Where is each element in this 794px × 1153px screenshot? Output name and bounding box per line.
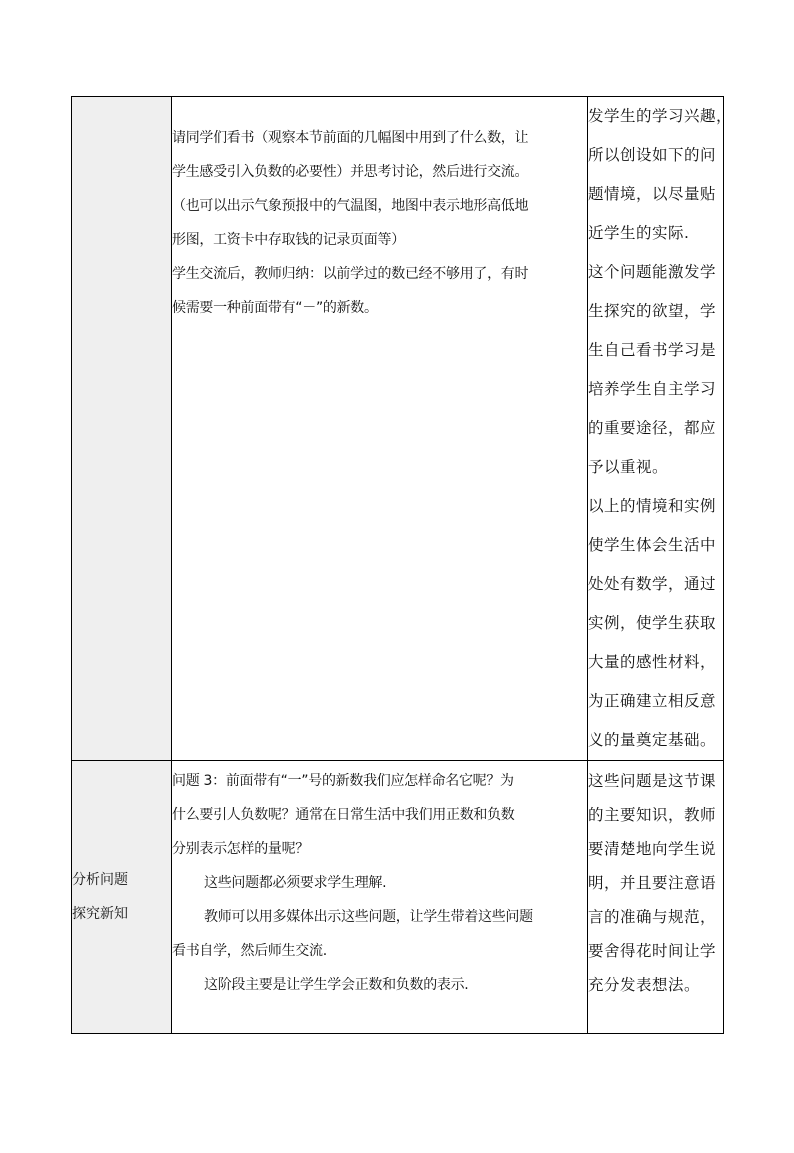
stage-label-cell [72, 761, 172, 1034]
text-line: 发学生的学习兴趣， [588, 107, 733, 125]
text-line: 学生感受引入负数的必要性）并思考讨论，然后进行交流。 [172, 164, 529, 180]
text-line: 形图，工资卡中存取钱的记录页面等） [172, 232, 405, 248]
text-line: 教师可以用多媒体出示这些问题，让学生带着这些问题 [204, 909, 533, 925]
text-line: 分析问题 [72, 872, 128, 888]
text-line: 探究新知 [72, 906, 128, 922]
table-row [72, 97, 724, 761]
lesson-plan-table [71, 96, 733, 1034]
text-line: 大量的感性材料， [588, 653, 717, 671]
stage-label [72, 863, 171, 931]
design-note-text [588, 761, 723, 1002]
text-line: 处处有数学，通过 [588, 575, 717, 593]
text-line: 这些问题是这节课 [588, 772, 717, 790]
text-line: 生自己看书学习是 [588, 341, 717, 359]
text-line: 题情境，以尽量贴 [588, 185, 717, 203]
text-line: （也可以出示气象预报中的气温图，地图中表示地形高低地 [172, 198, 529, 214]
text-line: 予以重视。 [588, 458, 669, 476]
text-line: 要舍得花时间让学 [588, 942, 717, 960]
text-line: 充分发表想法。 [588, 976, 701, 994]
text-line: 看书自学，然后师生交流. [172, 943, 327, 959]
table-row [72, 761, 724, 1034]
activity-text [172, 97, 587, 325]
text-line: 义的量奠定基础。 [588, 731, 717, 749]
text-line: 这些问题都必须要求学生理解. [204, 875, 387, 891]
text-line: 问题 3：前面带有“一”号的新数我们应怎样命名它呢？为 [172, 773, 514, 789]
text-line: 使学生体会生活中 [588, 536, 717, 554]
activity-cell [172, 97, 588, 761]
stage-label-cell [72, 97, 172, 761]
text-line: 言的准确与规范， [588, 908, 717, 926]
text-line: 明，并且要注意语 [588, 874, 717, 892]
text-line: 培养学生自主学习 [588, 380, 717, 398]
activity-cell [172, 761, 588, 1034]
text-line: 要清楚地向学生说 [588, 840, 717, 858]
text-line: 以上的情境和实例 [588, 497, 717, 515]
text-line: 的主要知识，教师 [588, 806, 717, 824]
design-note-cell [588, 97, 733, 761]
text-line: 分别表示怎样的量呢？ [172, 841, 309, 857]
text-line: 实例，使学生获取 [588, 614, 717, 632]
text-line: 请同学们看书（观察本节前面的几幅图中用到了什么数，让 [172, 130, 529, 146]
text-line: 候需要一种前面带有“－”的新数。 [172, 300, 378, 316]
design-note-cell [588, 761, 724, 1034]
text-line: 所以创设如下的问 [588, 146, 717, 164]
text-line: 这个问题能激发学 [588, 263, 717, 281]
text-line: 近学生的实际. [588, 224, 690, 242]
design-note-text [588, 97, 733, 760]
text-line: 生探究的欲望，学 [588, 302, 717, 320]
text-line: 学生交流后，教师归纳：以前学过的数已经不够用了，有时 [172, 266, 529, 282]
activity-text [172, 761, 587, 1002]
text-line: 为正确建立相反意 [588, 692, 717, 710]
text-line: 这阶段主要是让学生学会正数和负数的表示. [204, 977, 469, 993]
text-line: 什么要引人负数呢？通常在日常生活中我们用正数和负数 [172, 807, 515, 823]
text-line: 的重要途径，都应 [588, 419, 717, 437]
